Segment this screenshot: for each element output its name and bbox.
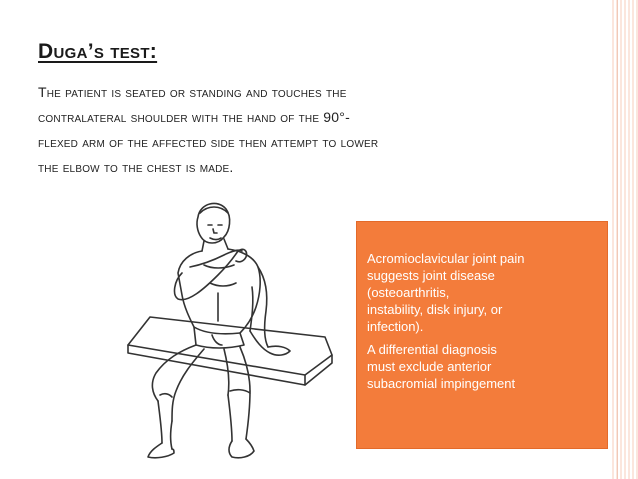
decorative-stripe (612, 0, 638, 479)
decorative-line (617, 0, 618, 479)
callout-line: subacromial impingement (367, 376, 516, 391)
body-line: contralateral shoulder with the hand of the 90°- (38, 109, 350, 125)
callout-line: infection). (367, 319, 424, 334)
slide-title: Duga’s test: (38, 40, 158, 63)
body-line: flexed arm of the affected side then attempt to lower (38, 134, 379, 150)
seated-patient-drawing (100, 195, 340, 465)
callout-line: A differential diagnosis (367, 342, 497, 357)
callout-paragraph-2 (367, 341, 597, 392)
callout-line: must exclude anterior (367, 359, 492, 374)
body-line: the elbow to the chest is made. (38, 159, 234, 175)
callout-line: Acromioclavicular joint pain (367, 251, 525, 266)
body-line: The patient is seated or standing and touches the (38, 84, 347, 100)
callout-line: instability, disk injury, or (367, 302, 503, 317)
callout-line: (osteoarthritis, (367, 285, 450, 300)
info-callout (356, 221, 608, 449)
callout-line: suggests joint disease (367, 268, 495, 283)
slide-body (38, 80, 568, 180)
callout-paragraph-1 (367, 250, 597, 335)
